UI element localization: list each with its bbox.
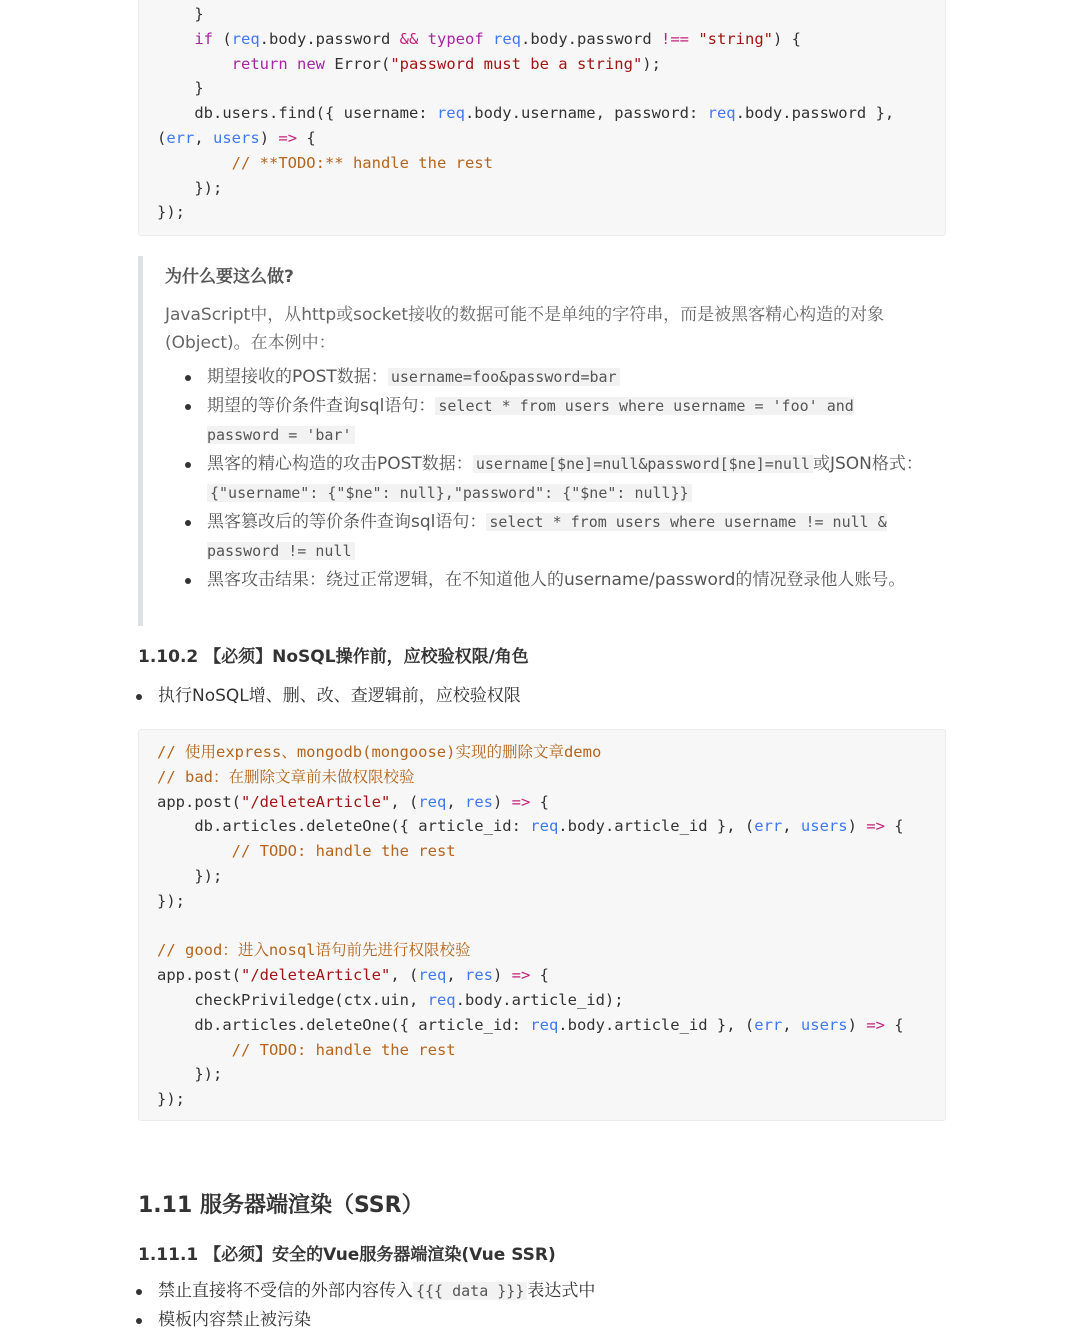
bullet-list: [116, 1277, 595, 1335]
code-line: checkPriviledge(ctx.uin, req.body.article_id);: [157, 990, 624, 1009]
inline-code: username=foo&password=bar: [388, 368, 620, 386]
code-line: // **TODO:** handle the rest: [231, 153, 493, 172]
heading-1-11-1: 1.11.1 【必须】安全的Vue服务器端渲染(Vue SSR): [138, 1245, 556, 1265]
heading-1-11: 1.11 服务器端渲染（SSR）: [138, 1193, 424, 1218]
code-comment: // 使用express、mongodb(mongoose)实现的删除文章demo: [157, 743, 602, 761]
list-item: 模板内容禁止被污染: [116, 1306, 595, 1335]
code-line: return new Error("password must be a string");: [231, 54, 661, 73]
code-line: }: [157, 79, 204, 98]
item-text: 表达式中: [527, 1281, 596, 1301]
list-item: [165, 566, 917, 595]
list-item: 执行NoSQL增、删、改、查逻辑前，应校验权限: [116, 682, 521, 711]
why-blockquote: [138, 256, 938, 626]
code-line: app.post("/deleteArticle", (req, res) => {: [157, 966, 549, 985]
quote-title: 为什么要这么做?: [165, 267, 294, 287]
code-line: db.articles.deleteOne({ article_id: req.body.article_id }, (err, users) => {: [157, 817, 904, 836]
item-label: 期望的等价条件查询sql语句：: [207, 396, 436, 416]
list-item: [116, 1277, 595, 1306]
code-line: // TODO: handle the rest: [231, 842, 456, 861]
code-line: (err, users) => {: [157, 128, 316, 147]
list-item: [165, 508, 937, 566]
code-line: if (req.body.password && typeof req.body.password !== "string") {: [194, 29, 801, 48]
inline-code: username[$ne]=null&password[$ne]=null: [473, 455, 813, 473]
code-block-password-check: [138, 0, 946, 236]
code-comment: // good：进入nosql语句前先进行权限校验: [157, 941, 471, 960]
code-line: });: [157, 1065, 223, 1084]
list-item: [165, 363, 938, 392]
quote-paragraph: JavaScript中，从http或socket接收的数据可能不是单纯的字符串，而是被黑客精心构造的对象(Object)。在本例中：: [165, 305, 885, 353]
bullet-list: [116, 682, 521, 711]
code-line: });: [157, 866, 223, 885]
inline-code: {"username": {"$ne": null},"password": {"$ne": null}}: [207, 484, 692, 502]
code-line: });: [157, 178, 223, 197]
quote-list: [165, 363, 938, 595]
item-label: 黑客篡改后的等价条件查询sql语句：: [207, 512, 487, 532]
code-line: app.post("/deleteArticle", (req, res) => {: [157, 792, 549, 811]
inline-code: select * from users where username = 'foo' and password = 'bar': [207, 397, 854, 444]
code-line: });: [157, 203, 185, 222]
list-item: [165, 450, 947, 508]
heading-1-10-2: 1.10.2 【必须】NoSQL操作前，应校验权限/角色: [138, 647, 529, 667]
inline-code: {{{ data }}}: [413, 1282, 527, 1300]
code-line: });: [157, 891, 185, 910]
code-block-delete-article: [138, 729, 946, 1121]
code-line: db.articles.deleteOne({ article_id: req.body.article_id }, (err, users) => {: [157, 1015, 904, 1034]
code-comment: // bad：在删除文章前未做权限校验: [157, 767, 415, 786]
code-line: });: [157, 1090, 185, 1109]
item-text: 禁止直接将不受信的外部内容传入: [158, 1281, 413, 1301]
item-label: 黑客攻击结果：绕过正常逻辑，在不知道他人的username/password的情况登录他人账号。: [207, 570, 906, 590]
code-line: }: [157, 5, 204, 23]
code-content: [139, 0, 945, 225]
code-line: db.users.find({ username: req.body.username, password: req.body.password },: [157, 104, 895, 123]
list-item: [165, 392, 927, 450]
code-content: [139, 730, 945, 1112]
code-line: // TODO: handle the rest: [231, 1040, 456, 1059]
item-label: 黑客的精心构造的攻击POST数据：: [207, 454, 473, 474]
item-label: 期望接收的POST数据：: [207, 367, 388, 387]
item-suffix: 或JSON格式：: [812, 454, 923, 474]
inline-code: select * from users where username != null & password != null: [207, 513, 887, 560]
